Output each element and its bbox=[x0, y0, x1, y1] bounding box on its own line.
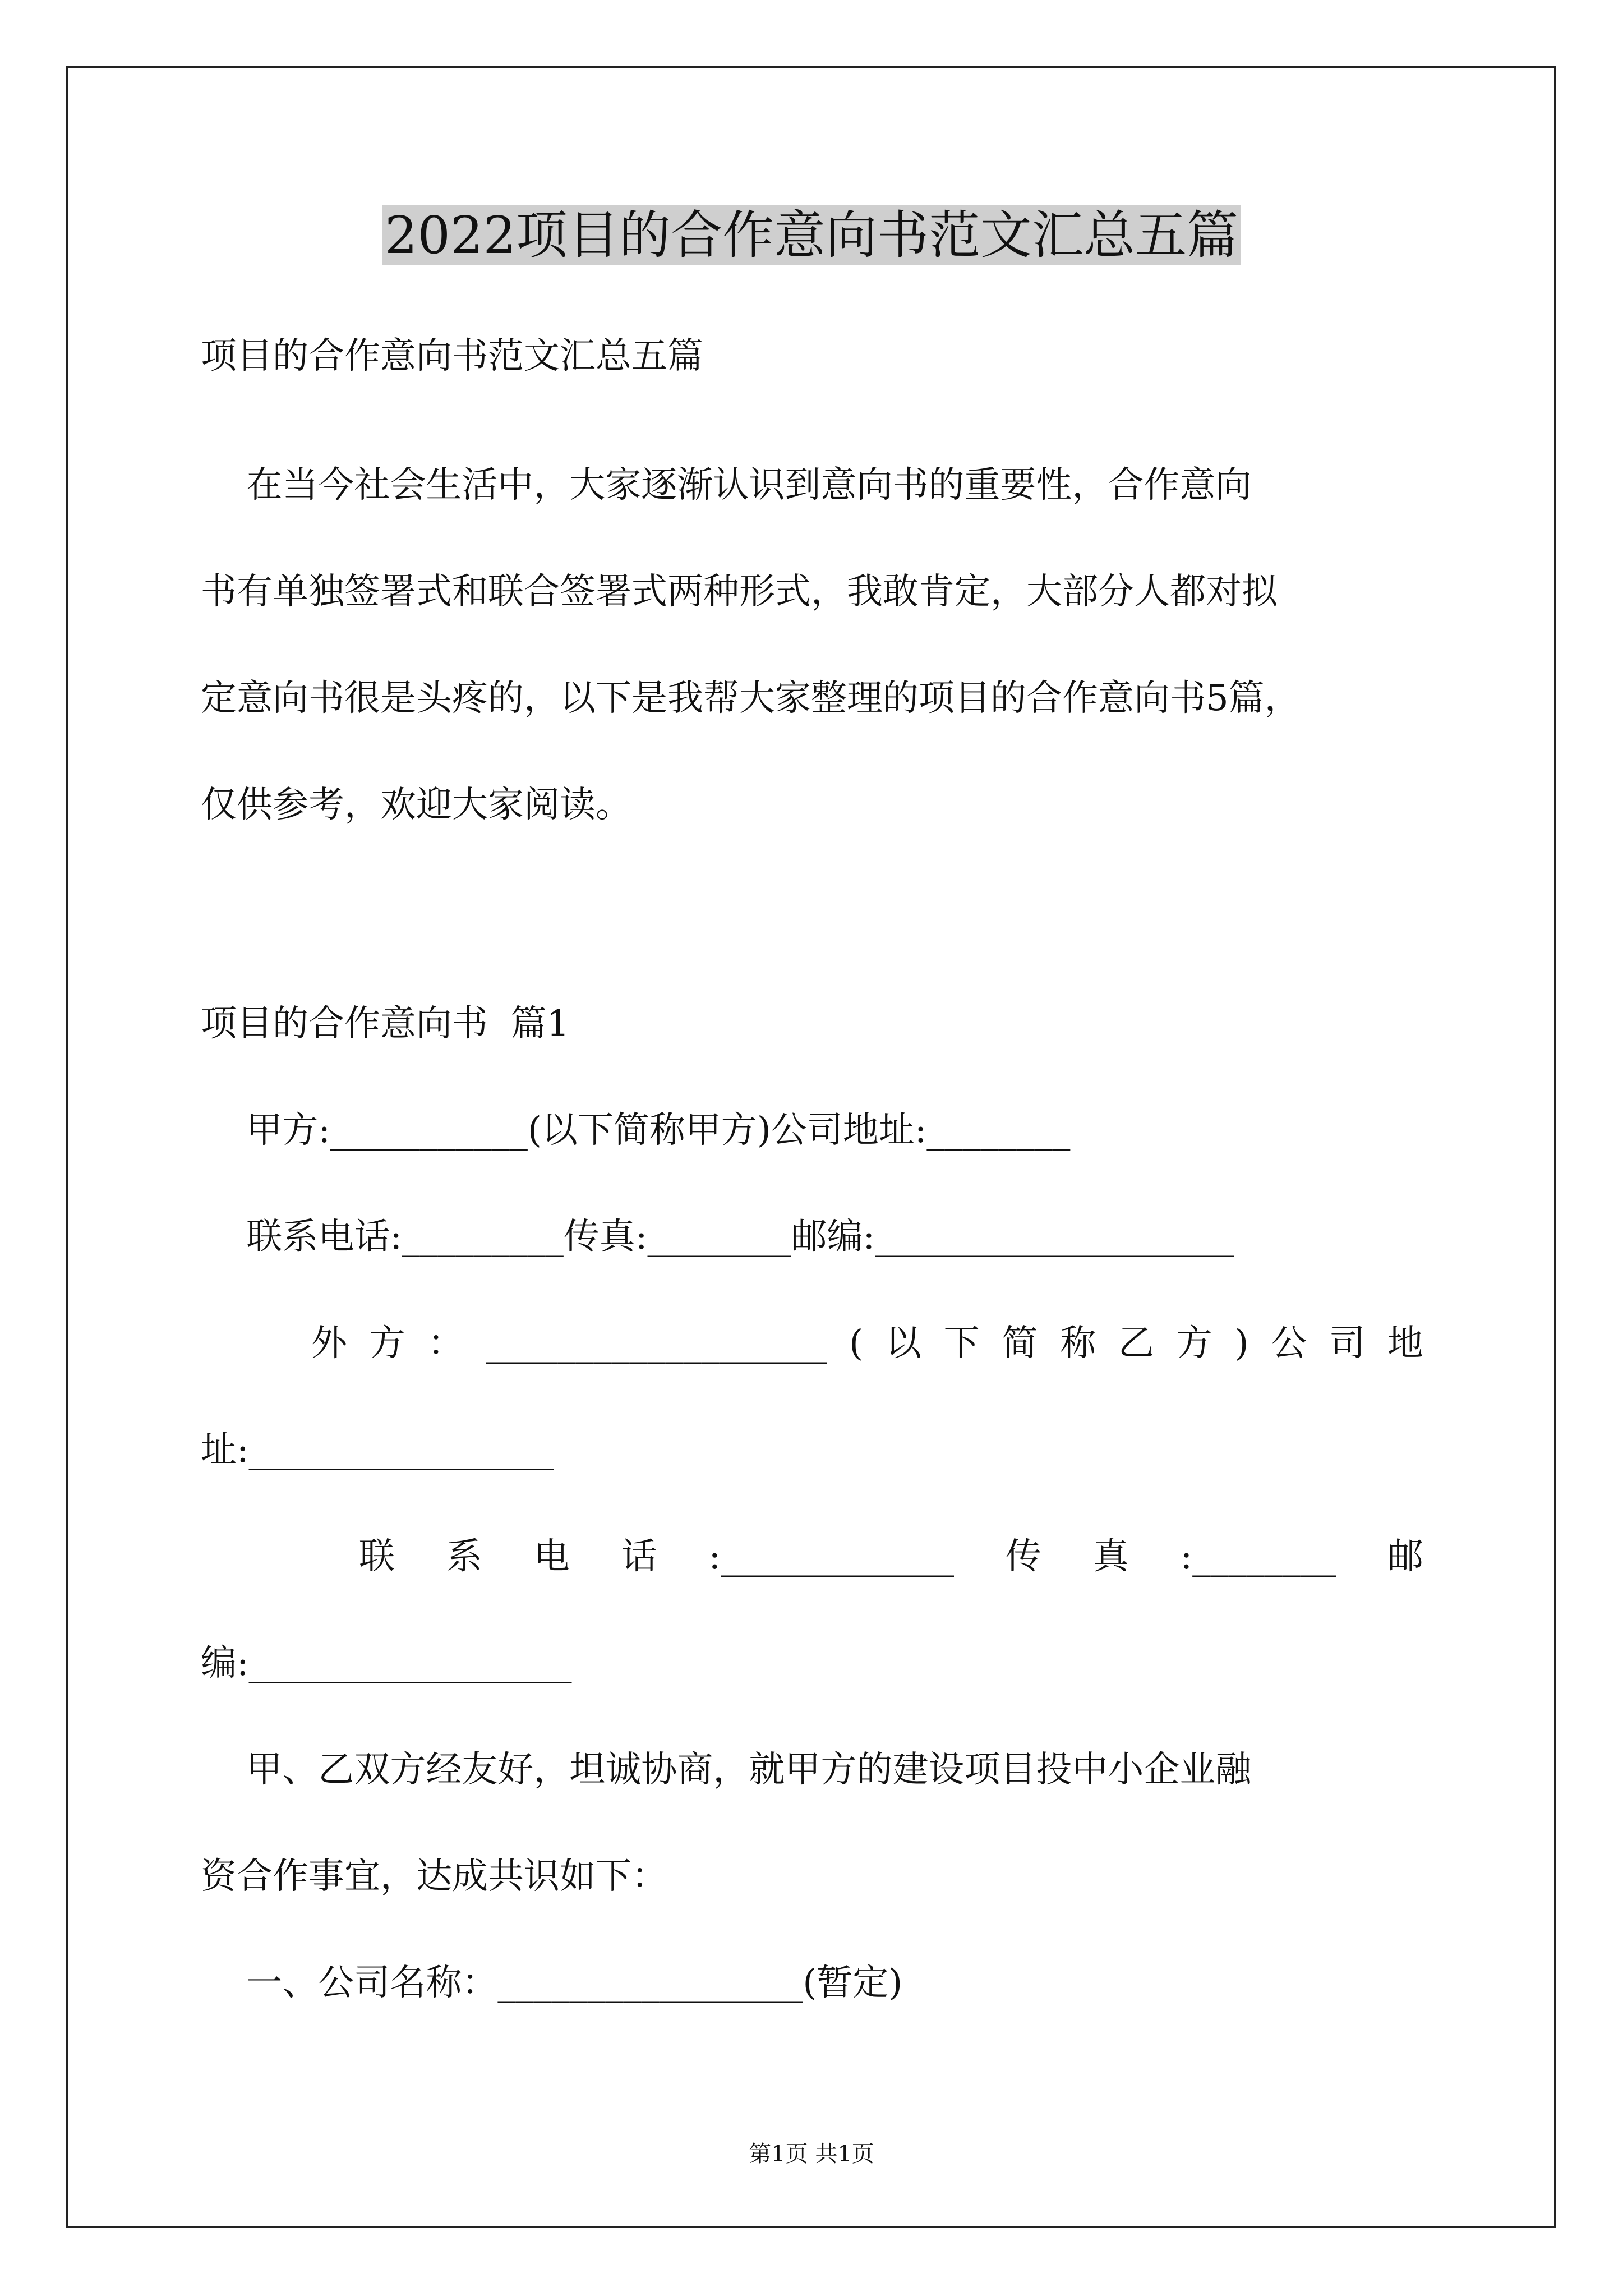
item-company-name: 一、公司名称：_________________(暂定) bbox=[201, 1962, 903, 2004]
party-a-line: 甲方:___________(以下简称甲方)公司地址:________ bbox=[201, 1110, 1071, 1151]
party-b-contact-part: 邮 bbox=[1387, 1536, 1423, 1577]
party-b-part: 公 bbox=[1271, 1323, 1307, 1364]
party-b-contact-part: 电 bbox=[533, 1536, 570, 1577]
party-b-line-1 bbox=[311, 1315, 1423, 1372]
agreement-line-2: 资合作事宜，达成共识如下： bbox=[201, 1856, 667, 1897]
party-b-part: 称 bbox=[1060, 1323, 1096, 1364]
party-b-part: ) bbox=[1234, 1323, 1249, 1364]
party-b-part: 司 bbox=[1329, 1323, 1366, 1364]
party-b-line-2: 址:_________________ bbox=[201, 1429, 554, 1471]
party-b-part: 下 bbox=[943, 1323, 980, 1364]
document-title-text: 2022项目的合作意向书范文汇总五篇 bbox=[382, 205, 1241, 265]
party-b-contact-part: 话 bbox=[621, 1536, 657, 1577]
party-b-part: 方 bbox=[1176, 1323, 1212, 1364]
party-b-part: ___________________ bbox=[486, 1323, 827, 1364]
intro-line-2: 书有单独签署式和联合签署式两种形式，我敢肯定，大部分人都对拟 bbox=[201, 571, 1278, 613]
subtitle: 项目的合作意向书范文汇总五篇 bbox=[201, 335, 703, 377]
party-b-contact-part: 系 bbox=[446, 1536, 482, 1577]
party-a-contact: 联系电话:_________传真:________邮编:____________________ bbox=[201, 1216, 1234, 1258]
party-b-contact-part: 联 bbox=[359, 1536, 395, 1577]
party-b-contact-part: :_____________ bbox=[708, 1536, 954, 1577]
party-b-part: 乙 bbox=[1118, 1323, 1154, 1364]
party-b-part: 地 bbox=[1387, 1323, 1423, 1364]
intro-line-3: 定意向书很是头疼的，以下是我帮大家整理的项目的合作意向书5篇， bbox=[201, 678, 1301, 719]
document-title bbox=[0, 199, 1623, 272]
section-heading: 项目的合作意向书 篇1 bbox=[201, 1003, 570, 1045]
agreement-line-1: 甲、乙双方经友好，坦诚协商，就甲方的建设项目投中小企业融 bbox=[201, 1749, 1252, 1791]
party-b-part: ： bbox=[427, 1323, 464, 1364]
party-b-part: 外 bbox=[311, 1323, 347, 1364]
party-b-part: ( bbox=[849, 1323, 864, 1364]
intro-line-1: 在当今社会生活中，大家逐渐认识到意向书的重要性，合作意向 bbox=[201, 464, 1252, 506]
party-b-contact-part: :________ bbox=[1180, 1536, 1336, 1577]
party-b-contact-1 bbox=[359, 1529, 1423, 1585]
party-b-contact-2: 编:__________________ bbox=[201, 1642, 572, 1684]
party-b-part: 以 bbox=[885, 1323, 921, 1364]
party-b-contact-part: 传 bbox=[1005, 1536, 1041, 1577]
intro-line-4: 仅供参考，欢迎大家阅读。 bbox=[201, 784, 631, 826]
page-footer: 第1页 共1页 bbox=[749, 2141, 874, 2167]
party-b-contact-part: 真 bbox=[1092, 1536, 1129, 1577]
party-b-part: 方 bbox=[369, 1323, 405, 1364]
party-b-part: 简 bbox=[1002, 1323, 1038, 1364]
